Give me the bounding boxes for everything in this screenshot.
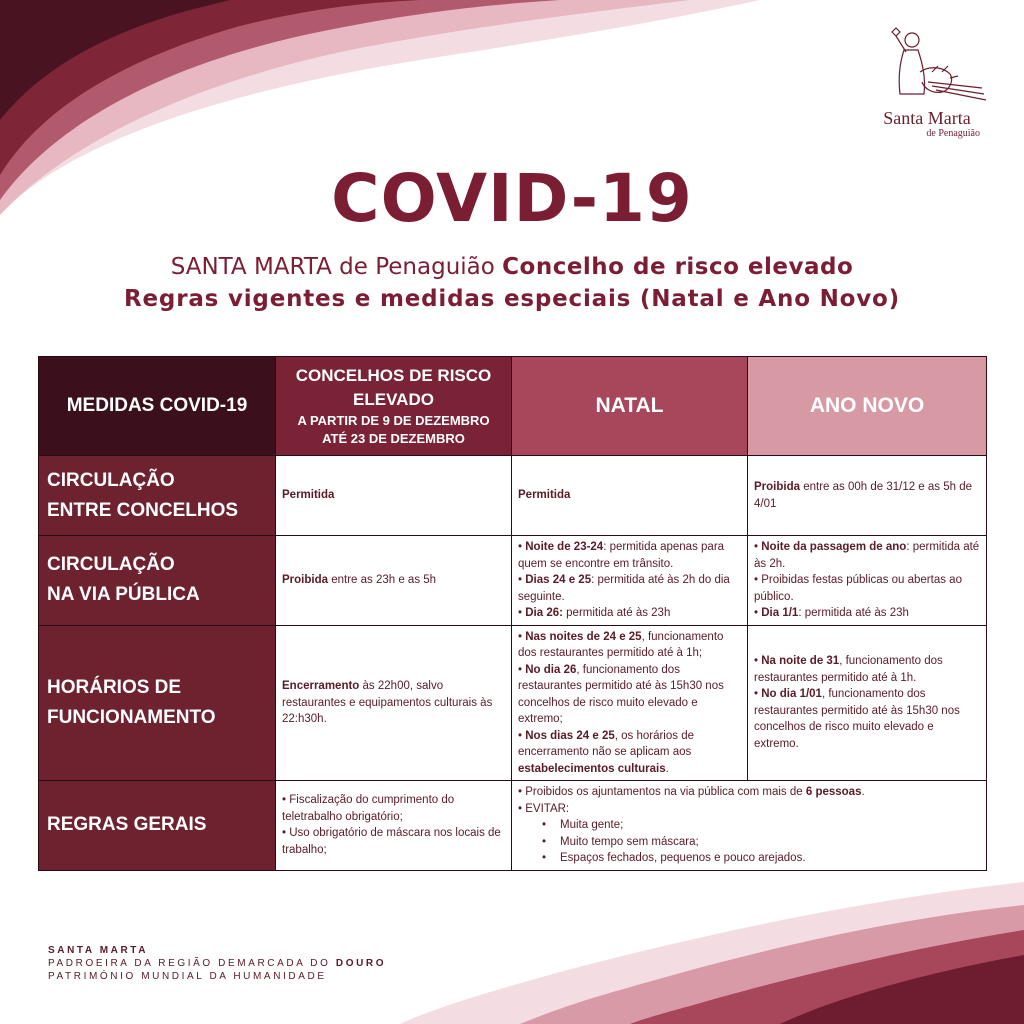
item-text: : permitida até às 2h do dia seguinte. xyxy=(518,574,730,603)
page-title: COVID-19 xyxy=(331,160,693,237)
row-label-regras-gerais: REGRAS GERAIS xyxy=(39,781,276,871)
item-text: : permitida apenas para quem se encontre em trânsito. xyxy=(518,541,725,570)
row-label-line: CIRCULAÇÃO xyxy=(47,554,175,576)
item-bold: Dia 26: xyxy=(525,607,563,619)
logo-subtitle: de Penaguião xyxy=(926,128,980,139)
header-natal: NATAL xyxy=(512,357,748,456)
list-item: • Proibidos os ajuntamentos na via pública com mais de 6 pessoas. xyxy=(518,786,865,798)
table-header-row xyxy=(39,357,987,456)
list-item: • Fiscalização do cumprimento do teletrabalho obrigatório; xyxy=(282,794,455,823)
item-text: Proibidos os ajuntamentos na via pública com mais de xyxy=(525,786,806,798)
cell-text: entre as 23h e as 5h xyxy=(328,574,437,586)
subtitle-risk-level: Concelho de risco elevado xyxy=(502,254,854,280)
list-item: • Dia 1/1: permitida até às 23h xyxy=(754,607,909,619)
item-bold: 6 pessoas xyxy=(805,786,862,798)
item-text: permitida até às 23h xyxy=(562,607,671,619)
cell-risk xyxy=(276,536,512,626)
footer-text-bold: DOURO xyxy=(335,958,387,969)
list-item: • Muita gente; xyxy=(560,817,980,834)
list-item: • Muito tempo sem máscara; xyxy=(560,834,980,851)
cell-ano-novo xyxy=(748,536,987,626)
cell-risk xyxy=(276,625,512,781)
cell-risk xyxy=(276,781,512,871)
footer-line-3: PATRIMÓNIO MUNDIAL DA HUMANIDADE xyxy=(48,971,327,982)
row-label-line: ENTRE CONCELHOS xyxy=(47,499,239,521)
table-row-circulacao-concelhos xyxy=(39,456,987,536)
cell-ano-novo xyxy=(748,625,987,781)
item-bold: Dia 1/1 xyxy=(761,607,799,619)
item-text: Uso obrigatório de máscara nos locais de trabalho; xyxy=(282,827,501,856)
list-item: • Dias 24 e 25: permitida até às 2h do dia seguinte. xyxy=(518,574,730,603)
table-row-horarios xyxy=(39,625,987,781)
row-label-line: NA VIA PÚBLICA xyxy=(47,584,200,606)
list-item: • Noite de 23-24: permitida apenas para quem se encontre em trânsito. xyxy=(518,541,725,570)
item-text: Fiscalização do cumprimento do teletrabalho obrigatório; xyxy=(282,794,455,823)
cell-text-bold: Encerramento xyxy=(282,680,360,692)
subtitle-line-2: Regras vigentes e medidas especiais (Natal e Ano Novo) xyxy=(124,286,900,312)
header-risk-to: ATÉ 23 DE DEZEMBRO xyxy=(322,431,465,446)
cell-natal xyxy=(512,625,748,781)
item-text: . xyxy=(665,762,669,775)
item-text: , funcionamento dos restaurantes permitido até à 1h. xyxy=(754,655,943,684)
item-text: , funcionamento dos restaurantes permitido até às 15h30 nos concelhos de risco muito elevado e extremo. xyxy=(754,688,960,750)
list-item: • Dia 26: permitida até às 23h xyxy=(518,607,671,619)
footer-text: PADROEIRA DA REGIÃO DEMARCADA DO xyxy=(48,958,336,969)
header-risk-title: CONCELHOS DE RISCO ELEVADO xyxy=(295,366,492,409)
item-text: EVITAR: xyxy=(525,802,570,815)
cell-natal-ano-merged xyxy=(512,781,987,871)
header-ano-novo: ANO NOVO xyxy=(748,357,987,456)
list-item: • Na noite de 31, funcionamento dos restaurantes permitido até à 1h. xyxy=(754,655,943,684)
cell-text: entre as 00h de 31/12 e as 5h de 4/01 xyxy=(754,481,973,510)
row-label-circulacao-concelhos xyxy=(39,456,276,536)
row-label-line: CIRCULAÇÃO xyxy=(47,469,175,491)
list-item: • Noite da passagem de ano: permitida até às 2h. xyxy=(754,541,980,570)
cell-text: às 22h00, salvo restaurantes e equipamentos culturais às 22:h30h. xyxy=(282,680,493,725)
item-bold: No dia 26 xyxy=(525,663,577,676)
item-bold: Na noite de 31 xyxy=(761,655,840,668)
item-bold: Nas noites de 24 e 25 xyxy=(525,630,642,643)
header-medidas: MEDIDAS COVID-19 xyxy=(39,357,276,456)
cell-ano-novo xyxy=(748,456,987,536)
row-label-horarios xyxy=(39,625,276,781)
rules-table xyxy=(38,356,987,871)
table-row-circulacao-via xyxy=(39,536,987,626)
list-item: • Nos dias 24 e 25, os horários de encerramento não se aplicam aos estabelecimentos culturais. xyxy=(518,729,694,775)
santa-marta-logo xyxy=(862,22,992,142)
item-bold: Dias 24 e 25 xyxy=(525,574,592,586)
logo-name: Santa Marta xyxy=(883,108,971,128)
table-row-regras-gerais xyxy=(39,781,987,871)
item-text: : permitida até às 2h. xyxy=(754,541,980,570)
item-text: , os horários de encerramento não se aplicam aos xyxy=(518,729,694,758)
row-label-line: FUNCIONAMENTO xyxy=(47,706,216,728)
list-item: • No dia 1/01, funcionamento dos restaurantes permitido até às 15h30 nos concelhos de risco muito elevado e extremo. xyxy=(754,688,960,750)
cell-natal xyxy=(512,536,748,626)
item-text: , funcionamento dos restaurantes permitido até às 15h30 nos concelhos de risco muito elevado e extremo; xyxy=(518,663,724,725)
cell-natal xyxy=(512,456,748,536)
cell-text-bold: Proibida xyxy=(282,574,329,586)
list-item: • EVITAR: xyxy=(518,802,570,815)
header-concelhos-risco xyxy=(276,357,512,456)
list-item: • Nas noites de 24 e 25, funcionamento dos restaurantes permitido até à 1h; xyxy=(518,630,724,659)
subtitle-line-1 xyxy=(0,254,1024,280)
item-bold: Noite da passagem de ano xyxy=(761,541,907,553)
cell-risk xyxy=(276,456,512,536)
item-bold: No dia 1/01 xyxy=(761,688,822,701)
saint-figure-icon xyxy=(862,22,992,108)
list-item: • Uso obrigatório de máscara nos locais de trabalho; xyxy=(282,827,501,856)
cell-text-bold: Proibida xyxy=(754,481,801,493)
item-bold: Noite de 23-24 xyxy=(525,541,604,553)
item-text: , funcionamento dos restaurantes permitido até à 1h; xyxy=(518,630,724,659)
item-bold: Nos dias 24 e 25 xyxy=(525,729,615,742)
footer-line-2 xyxy=(48,957,386,970)
list-item: • Proibidas festas públicas ou abertas ao público. xyxy=(754,574,962,603)
subtitle-municipality: SANTA MARTA de Penaguião xyxy=(170,254,495,280)
list-item: • No dia 26, funcionamento dos restaurantes permitido até às 15h30 nos concelhos de risco muito elevado e extremo; xyxy=(518,663,724,725)
footer xyxy=(48,944,386,983)
header-risk-from: A PARTIR DE 9 DE DEZEMBRO xyxy=(297,413,490,428)
footer-line-1: SANTA MARTA xyxy=(48,945,149,956)
item-bold: estabelecimentos culturais xyxy=(518,762,666,775)
row-label-line: HORÁRIOS DE xyxy=(47,676,182,698)
evitar-list xyxy=(518,817,980,867)
cell-text: Permitida xyxy=(518,489,571,502)
item-text: Proibidas festas públicas ou abertas ao público. xyxy=(754,574,962,603)
item-text: . xyxy=(861,786,865,798)
cell-text: Permitida xyxy=(282,489,335,502)
row-label-circulacao-via xyxy=(39,536,276,626)
list-item: • Espaços fechados, pequenos e pouco arejados. xyxy=(560,850,980,867)
item-text: : permitida até às 23h xyxy=(798,607,909,619)
